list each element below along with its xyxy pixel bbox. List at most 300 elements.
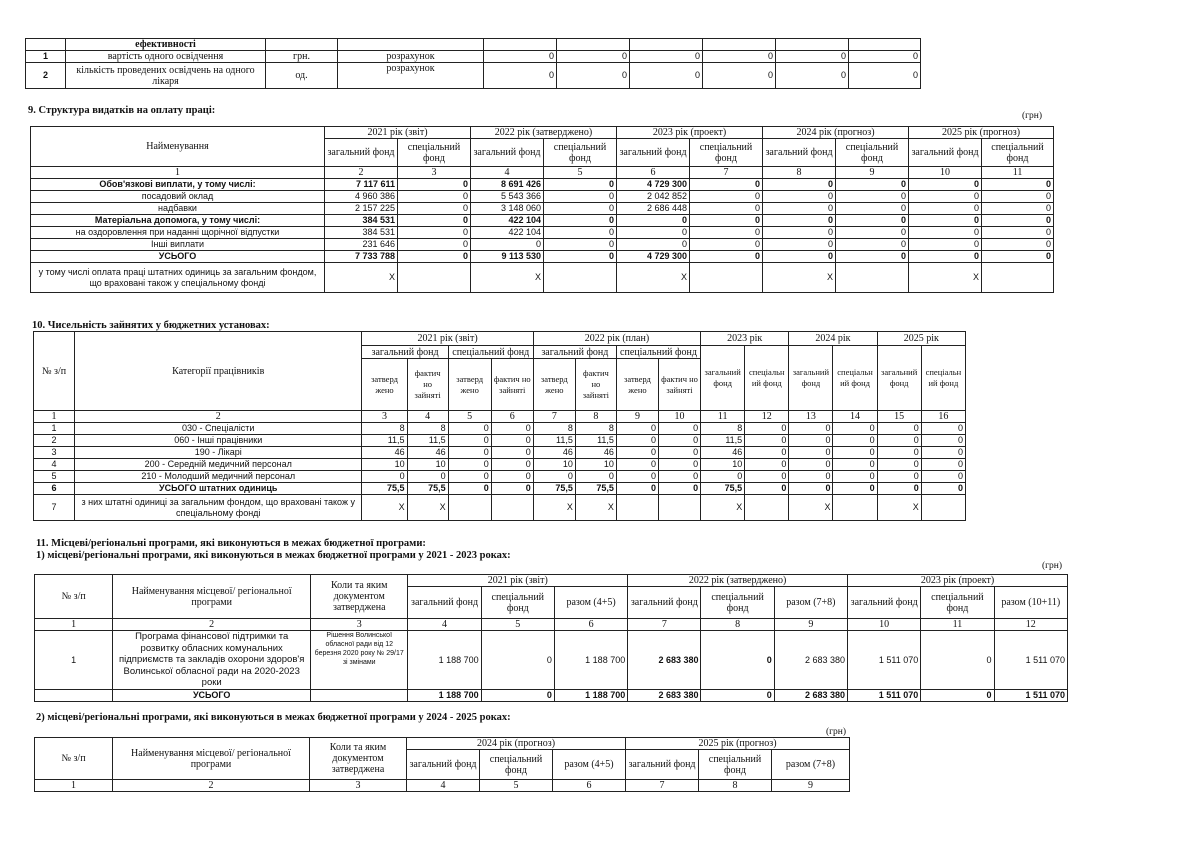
value-cell: X — [325, 263, 398, 293]
empty-cell — [35, 690, 113, 702]
value-cell: 0 — [491, 459, 533, 471]
value-cell: X — [789, 495, 833, 521]
table-row — [35, 631, 1068, 690]
row-number: 1 — [35, 631, 113, 690]
row-number: 2 — [34, 435, 75, 447]
fund-header: загальний фонд — [763, 139, 836, 167]
value-cell: 75,5 — [407, 483, 448, 495]
value-cell: 0 — [745, 447, 789, 459]
column-number: 12 — [994, 619, 1067, 631]
table-row — [26, 39, 921, 51]
table-row — [34, 459, 966, 471]
row-number: 1 — [26, 51, 66, 63]
value-cell: 0 — [703, 63, 776, 89]
subsection-1-title: 1) місцеві/регіональні програми, які виконуються в межах бюджетної програми у 2021 - 2023 роках: — [36, 550, 511, 561]
value-cell: 0 — [877, 447, 921, 459]
value-cell: 0 — [703, 51, 776, 63]
value-cell: 0 — [398, 251, 471, 263]
table-row — [31, 251, 1054, 263]
year-header: 2021 рік (звіт) — [362, 332, 533, 346]
value-cell: 0 — [616, 471, 658, 483]
value-cell: 7 733 788 — [325, 251, 398, 263]
fund-header: спеціальний фонд — [481, 587, 554, 619]
value-cell: 1 511 070 — [994, 631, 1067, 690]
value-cell: 0 — [763, 239, 836, 251]
value-cell: 0 — [833, 471, 877, 483]
value-cell — [836, 263, 909, 293]
value-cell: 0 — [448, 447, 491, 459]
value-cell: 0 — [484, 51, 557, 63]
value-cell: 0 — [398, 191, 471, 203]
value-cell: 0 — [491, 471, 533, 483]
value-cell — [833, 495, 877, 521]
year-header: 2025 рік — [877, 332, 965, 346]
column-number: 7 — [533, 411, 575, 423]
value-cell: 0 — [877, 435, 921, 447]
value-cell: 1 511 070 — [848, 631, 921, 690]
value-cell: 11,5 — [362, 435, 407, 447]
year-header: 2021 рік (звіт) — [408, 575, 628, 587]
fund-header: спеціальний фонд — [690, 139, 763, 167]
value-cell: 0 — [690, 191, 763, 203]
value-cell: 0 — [544, 227, 617, 239]
column-number: 11 — [701, 411, 745, 423]
value-cell: 0 — [833, 459, 877, 471]
value-cell: 0 — [398, 215, 471, 227]
value-cell: 1 188 700 — [554, 631, 627, 690]
indicator-name: кількість проведених освідчень на одного лікаря — [66, 63, 266, 89]
value-cell — [398, 263, 471, 293]
row-label: на оздоровлення при наданні щорічної відпустки — [31, 227, 325, 239]
value-cell: 0 — [630, 63, 703, 89]
value-cell: 0 — [836, 191, 909, 203]
table-row — [26, 63, 921, 89]
header-row — [35, 738, 850, 750]
value-cell: 46 — [701, 447, 745, 459]
value-cell: 0 — [833, 483, 877, 495]
value-cell: 1 188 700 — [408, 631, 481, 690]
value-cell: 0 — [921, 631, 994, 690]
value-cell: 8 — [575, 423, 616, 435]
year-header: 2024 рік (прогноз) — [407, 738, 626, 750]
table-row — [34, 471, 966, 483]
column-number-row — [34, 411, 966, 423]
value-cell: 0 — [745, 423, 789, 435]
value-cell: 0 — [789, 423, 833, 435]
value-cell: 0 — [909, 215, 982, 227]
value-cell: 11,5 — [407, 435, 448, 447]
value-cell: 0 — [763, 215, 836, 227]
value-cell: 0 — [617, 215, 690, 227]
value-cell: 0 — [557, 51, 630, 63]
column-number: 4 — [407, 780, 480, 792]
source-cell: розрахунок — [338, 63, 484, 89]
value-cell: 0 — [836, 251, 909, 263]
total-value: 1 188 700 — [554, 690, 627, 702]
value-cell: 0 — [630, 51, 703, 63]
value-cell: 46 — [575, 447, 616, 459]
value-cell: 0 — [398, 227, 471, 239]
approval-document: Рішення Волинської обласної ради від 12 березня 2020 року № 29/17 зі змінами — [311, 631, 408, 690]
value-cell: 8 — [533, 423, 575, 435]
row-label: у тому числі оплата праці штатних одиниць за загальним фондом, що враховані також у спеціальному фонді — [31, 263, 325, 293]
fund-header: спеціальн ий фонд — [921, 346, 965, 411]
value-cell: 0 — [659, 471, 701, 483]
value-cell: 10 — [362, 459, 407, 471]
actual-header: фактич но зайняті — [659, 359, 701, 411]
year-header: 2023 рік (проект) — [617, 127, 763, 139]
fund-header: загальний фонд — [362, 346, 448, 359]
column-number: 8 — [701, 619, 774, 631]
value-cell: X — [362, 495, 407, 521]
sum-header: разом (7+8) — [772, 750, 850, 780]
value-cell: 0 — [982, 251, 1054, 263]
value-cell: 0 — [849, 51, 921, 63]
performance-indicators-table — [25, 38, 921, 89]
year-header: 2022 рік (затверджено) — [471, 127, 617, 139]
fund-header: спеціальний фонд — [544, 139, 617, 167]
value-cell: 0 — [836, 203, 909, 215]
value-cell: 0 — [982, 227, 1054, 239]
row-label: УСЬОГО — [31, 251, 325, 263]
sum-header: разом (4+5) — [554, 587, 627, 619]
value-cell: 0 — [909, 191, 982, 203]
fund-header: загальний фонд — [325, 139, 398, 167]
value-cell: 0 — [789, 447, 833, 459]
table-row — [31, 215, 1054, 227]
row-number: 4 — [34, 459, 75, 471]
value-cell: 11,5 — [575, 435, 616, 447]
value-cell: 3 148 060 — [471, 203, 544, 215]
indicator-name: вартість одного освідчення — [66, 51, 266, 63]
fund-header: загальний фонд — [628, 587, 701, 619]
category-name: 200 - Середній медичний персонал — [75, 459, 362, 471]
sum-header: разом (10+11) — [994, 587, 1067, 619]
value-cell: 422 104 — [471, 215, 544, 227]
fund-header: загальний фонд — [407, 750, 480, 780]
column-number: 14 — [833, 411, 877, 423]
table-row — [31, 227, 1054, 239]
total-label: УСЬОГО — [113, 690, 311, 702]
approved-header: затверд жено — [362, 359, 407, 411]
column-number-row — [31, 167, 1054, 179]
value-cell — [690, 263, 763, 293]
column-number: 5 — [480, 780, 553, 792]
program-name-header: Найменування місцевої/ регіональної програми — [113, 575, 311, 619]
value-cell: 0 — [789, 483, 833, 495]
value-cell: 10 — [407, 459, 448, 471]
value-cell: 0 — [617, 227, 690, 239]
document-header: Коли та яким документом затверджена — [311, 575, 408, 619]
column-number: 3 — [310, 780, 407, 792]
value-cell: 0 — [659, 435, 701, 447]
header-row — [31, 127, 1054, 139]
value-cell: 0 — [909, 251, 982, 263]
value-cell — [544, 263, 617, 293]
section-10-title: 10. Чисельність зайнятих у бюджетних установах: — [32, 320, 270, 331]
value-cell: 0 — [484, 63, 557, 89]
row-number: 7 — [34, 495, 75, 521]
value-cell: X — [471, 263, 544, 293]
value-cell: 0 — [533, 471, 575, 483]
fund-header: спеціальний фонд — [699, 750, 772, 780]
table-row — [34, 483, 966, 495]
value-cell: 0 — [763, 251, 836, 263]
value-cell: 0 — [745, 483, 789, 495]
table-row — [31, 263, 1054, 293]
header-row — [34, 332, 966, 346]
column-number: 1 — [31, 167, 325, 179]
total-value: 0 — [921, 690, 994, 702]
value-cell: 0 — [763, 227, 836, 239]
table-row — [34, 495, 966, 521]
value-cell: 0 — [745, 435, 789, 447]
fund-header: спеціальний фонд — [448, 346, 533, 359]
column-number-row — [35, 780, 850, 792]
value-cell: 0 — [745, 471, 789, 483]
value-cell: 0 — [617, 239, 690, 251]
value-cell: X — [407, 495, 448, 521]
value-cell: 0 — [448, 471, 491, 483]
category-name: УСЬОГО штатних одиниць — [75, 483, 362, 495]
year-header: 2022 рік (затверджено) — [628, 575, 848, 587]
total-value: 1 511 070 — [994, 690, 1067, 702]
value-cell: 75,5 — [575, 483, 616, 495]
value-cell: 0 — [690, 179, 763, 191]
fund-header: спеціальний фонд — [836, 139, 909, 167]
value-cell: 0 — [909, 239, 982, 251]
value-cell: 10 — [575, 459, 616, 471]
fund-header: загальний фонд — [909, 139, 982, 167]
total-row — [35, 690, 1068, 702]
column-number: 10 — [909, 167, 982, 179]
table-row — [34, 447, 966, 459]
value-cell: 0 — [544, 239, 617, 251]
value-cell: 0 — [982, 215, 1054, 227]
column-number: 5 — [448, 411, 491, 423]
value-cell: 0 — [575, 471, 616, 483]
value-cell: 8 — [701, 423, 745, 435]
value-cell: 46 — [407, 447, 448, 459]
value-cell: 0 — [833, 447, 877, 459]
value-cell: 0 — [909, 227, 982, 239]
column-number: 1 — [34, 411, 75, 423]
value-cell: 0 — [701, 631, 774, 690]
value-cell: X — [701, 495, 745, 521]
value-cell: 0 — [544, 203, 617, 215]
value-cell: 0 — [616, 459, 658, 471]
num-header: № з/п — [35, 575, 113, 619]
value-cell: 0 — [982, 191, 1054, 203]
value-cell: 9 113 530 — [471, 251, 544, 263]
value-cell: 0 — [836, 239, 909, 251]
column-number: 4 — [407, 411, 448, 423]
value-cell: 0 — [659, 483, 701, 495]
actual-header: фактич но зайняті — [407, 359, 448, 411]
value-cell: 4 729 300 — [617, 251, 690, 263]
value-cell: 0 — [544, 215, 617, 227]
column-number: 7 — [690, 167, 763, 179]
column-number: 3 — [362, 411, 407, 423]
value-cell: 0 — [763, 203, 836, 215]
value-cell: 0 — [921, 483, 965, 495]
value-cell: 0 — [877, 483, 921, 495]
value-cell: 0 — [776, 51, 849, 63]
row-label: посадовий оклад — [31, 191, 325, 203]
value-cell: 0 — [982, 239, 1054, 251]
year-header: 2022 рік (план) — [533, 332, 700, 346]
approved-header: затверд жено — [616, 359, 658, 411]
fund-header: спеціальний фонд — [616, 346, 700, 359]
value-cell: 0 — [471, 239, 544, 251]
value-cell — [745, 495, 789, 521]
fund-header: загальний фонд — [626, 750, 699, 780]
value-cell: 0 — [616, 435, 658, 447]
value-cell: 46 — [362, 447, 407, 459]
value-cell — [491, 495, 533, 521]
value-cell: 75,5 — [533, 483, 575, 495]
year-header: 2023 рік (проект) — [848, 575, 1068, 587]
currency-unit-label: (грн) — [1022, 111, 1043, 121]
column-number: 7 — [628, 619, 701, 631]
value-cell: 75,5 — [362, 483, 407, 495]
year-header: 2025 рік (прогноз) — [626, 738, 850, 750]
source-cell: розрахунок — [338, 51, 484, 63]
category-name: 210 - Молодший медичний персонал — [75, 471, 362, 483]
value-cell: X — [575, 495, 616, 521]
value-cell: 0 — [877, 459, 921, 471]
value-cell — [921, 495, 965, 521]
column-number: 8 — [699, 780, 772, 792]
local-programs-2024-2025-table — [34, 737, 850, 792]
fund-header: спеціальний фонд — [398, 139, 471, 167]
category-name: 190 - Лікарі — [75, 447, 362, 459]
value-cell: 7 117 611 — [325, 179, 398, 191]
column-number: 7 — [626, 780, 699, 792]
total-value: 0 — [701, 690, 774, 702]
total-value: 1 511 070 — [848, 690, 921, 702]
value-cell: 0 — [836, 227, 909, 239]
row-number: 3 — [34, 447, 75, 459]
column-number: 6 — [491, 411, 533, 423]
row-number: 2 — [26, 63, 66, 89]
table-row — [34, 435, 966, 447]
salary-structure-table — [30, 126, 1054, 293]
value-cell: 46 — [533, 447, 575, 459]
program-name-header: Найменування місцевої/ регіональної програми — [113, 738, 310, 780]
value-cell: 0 — [982, 179, 1054, 191]
value-cell: 0 — [616, 483, 658, 495]
column-number: 3 — [398, 167, 471, 179]
value-cell: 422 104 — [471, 227, 544, 239]
column-number: 9 — [774, 619, 847, 631]
value-cell: 0 — [557, 63, 630, 89]
value-cell: X — [617, 263, 690, 293]
column-number: 5 — [544, 167, 617, 179]
program-name: Програма фінансової підтримки та розвитку обласних комунальних підприємств та закладів охорони здоров'я Волинської обласної ради на 2020-2023 роки — [113, 631, 311, 690]
value-cell: 0 — [921, 435, 965, 447]
value-cell: 2 686 448 — [617, 203, 690, 215]
value-cell: 0 — [921, 423, 965, 435]
value-cell: 0 — [836, 215, 909, 227]
approved-header: затверд жено — [448, 359, 491, 411]
column-number: 2 — [113, 780, 310, 792]
value-cell: 0 — [763, 191, 836, 203]
value-cell: 0 — [745, 459, 789, 471]
total-value: 0 — [481, 690, 554, 702]
name-header: Найменування — [31, 127, 325, 167]
column-number: 2 — [113, 619, 311, 631]
column-number: 13 — [789, 411, 833, 423]
num-header: № з/п — [35, 738, 113, 780]
total-value: 2 683 380 — [774, 690, 847, 702]
section-9-title: 9. Структура видатків на оплату праці: — [28, 105, 216, 116]
empty-cell — [311, 690, 408, 702]
value-cell: 0 — [362, 471, 407, 483]
value-cell: 0 — [448, 483, 491, 495]
fund-header: загальний фонд — [617, 139, 690, 167]
value-cell: 0 — [544, 191, 617, 203]
year-header: 2025 рік (прогноз) — [909, 127, 1054, 139]
column-number: 16 — [921, 411, 965, 423]
value-cell: 0 — [659, 459, 701, 471]
value-cell: 0 — [982, 203, 1054, 215]
value-cell: 0 — [398, 239, 471, 251]
unit-cell: грн. — [266, 51, 338, 63]
fund-header: спеціальний фонд — [921, 587, 994, 619]
sum-header: разом (7+8) — [774, 587, 847, 619]
fund-header: загальний фонд — [877, 346, 921, 411]
year-header: 2024 рік (прогноз) — [763, 127, 909, 139]
value-cell: 0 — [544, 251, 617, 263]
table-row — [31, 191, 1054, 203]
value-cell: 8 — [407, 423, 448, 435]
value-cell — [616, 495, 658, 521]
value-cell: 2 157 225 — [325, 203, 398, 215]
value-cell: 0 — [659, 423, 701, 435]
value-cell — [982, 263, 1054, 293]
currency-unit-label: (грн) — [826, 727, 847, 737]
value-cell: 0 — [836, 179, 909, 191]
value-cell: 8 — [362, 423, 407, 435]
year-header: 2024 рік — [789, 332, 877, 346]
column-number: 4 — [471, 167, 544, 179]
value-cell: X — [533, 495, 575, 521]
sum-header: разом (4+5) — [553, 750, 626, 780]
fund-header: спеціальний фонд — [480, 750, 553, 780]
value-cell: 0 — [690, 251, 763, 263]
column-number: 11 — [921, 619, 994, 631]
value-cell: 0 — [763, 179, 836, 191]
category-name: 060 - Інші працівники — [75, 435, 362, 447]
column-number: 10 — [659, 411, 701, 423]
value-cell: 0 — [833, 435, 877, 447]
value-cell: 0 — [491, 435, 533, 447]
value-cell: 0 — [448, 435, 491, 447]
value-cell: 0 — [877, 423, 921, 435]
value-cell: 384 531 — [325, 215, 398, 227]
column-number: 6 — [554, 619, 627, 631]
column-number: 1 — [35, 780, 113, 792]
value-cell: 5 543 366 — [471, 191, 544, 203]
column-number: 2 — [75, 411, 362, 423]
column-number: 8 — [763, 167, 836, 179]
row-label: надбавки — [31, 203, 325, 215]
value-cell: 0 — [849, 63, 921, 89]
value-cell: 0 — [789, 459, 833, 471]
value-cell: 10 — [533, 459, 575, 471]
value-cell: 4 729 300 — [617, 179, 690, 191]
